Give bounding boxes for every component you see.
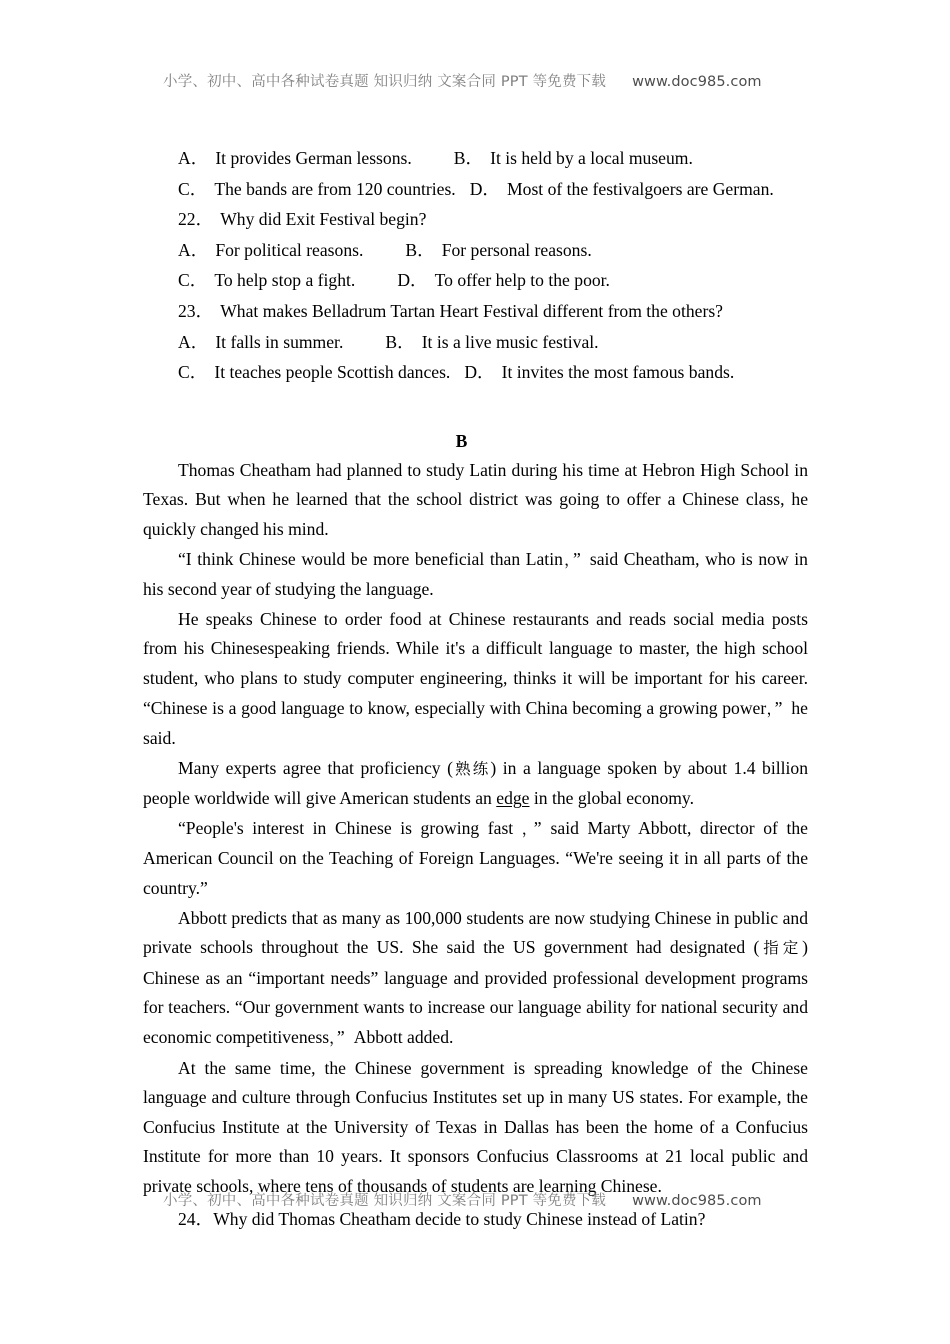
- q22-options-row-1: [143, 235, 808, 266]
- closing-quote: ”: [573, 548, 581, 569]
- chinese-comma: ，: [562, 550, 574, 569]
- footer-watermark-url: www.doc985.com: [632, 1193, 762, 1209]
- option-text-c: To help stop a fight.: [214, 270, 356, 291]
- option-label-b: B．: [405, 239, 435, 260]
- chinese-comma: ，: [766, 699, 775, 718]
- passage-paragraph-2: [143, 545, 808, 605]
- q23-stem-text: What makes Belladrum Tartan Heart Festival different from the others?: [220, 300, 723, 321]
- underlined-word-edge: edge: [496, 788, 530, 809]
- passage-paragraph-7: [143, 1054, 808, 1202]
- q22-stem-row: [143, 204, 808, 235]
- q23-options-row-1: [143, 327, 808, 358]
- chinese-gloss-zhiding: 指定: [759, 939, 803, 958]
- q22-stem-text: Why did Exit Festival begin?: [220, 209, 427, 230]
- paragraph-text: Abbott added.: [353, 1027, 454, 1048]
- q21-options-row-1: [143, 143, 808, 174]
- closing-quote: ”: [774, 697, 783, 718]
- paragraph-text: in the global economy.: [529, 788, 694, 809]
- paragraph-text: “I think Chinese would be more beneficial than Latin: [178, 548, 563, 569]
- paragraph-text: “People's interest in Chinese is growing fast: [178, 817, 522, 838]
- document-content: [143, 0, 808, 1234]
- paragraph-text: Thomas Cheatham had planned to study Latin during his time at Hebron High School in Texas. But when he learned that the school district was going to offer a Chinese class, he quickly changed his mind.: [143, 459, 808, 539]
- option-text-a: For political reasons.: [215, 239, 364, 260]
- paragraph-text: said Cheatham, who is now in his second year of studying the language.: [143, 548, 808, 600]
- option-text-d: It invites the most famous bands.: [501, 362, 735, 383]
- option-label-a: A．: [178, 148, 209, 168]
- option-label-d: D．: [397, 270, 428, 291]
- paragraph-text: said Marty Abbott, director of the American Council on the Teaching of Foreign Languages. “We're seeing it in all parts of the country.”: [143, 817, 808, 899]
- option-text-b: It is held by a local museum.: [490, 148, 693, 168]
- passage-paragraph-6: [143, 904, 808, 1054]
- header-watermark-url: www.doc985.com: [632, 74, 762, 90]
- q22-number: 22．: [178, 209, 214, 230]
- option-text-c: The bands are from 120 countries.: [214, 178, 456, 199]
- header-watermark-text: 小学、初中、高中各种试卷真题 知识归纳 文案合同 PPT 等免费下载: [163, 74, 607, 90]
- option-label-c: C．: [178, 178, 208, 199]
- option-label-a: A．: [178, 239, 209, 260]
- paragraph-text: Abbott predicts that as many as 100,000 students are now studying Chinese in public and private schools throughout the US. She said the US government had designated (: [143, 907, 808, 958]
- passage-section-letter: B: [455, 430, 468, 451]
- option-text-a: It provides German lessons.: [215, 148, 412, 168]
- option-text-d: Most of the festivalgoers are German.: [507, 178, 774, 199]
- question-block-top: [143, 143, 808, 388]
- footer-watermark-text: 小学、初中、高中各种试卷真题 知识归纳 文案合同 PPT 等免费下载: [163, 1193, 607, 1209]
- paragraph-text: he said.: [143, 697, 808, 749]
- q24-stem-text: Why did Thomas Cheatham decide to study Chinese instead of Latin?: [213, 1208, 706, 1229]
- option-label-b: B．: [385, 331, 415, 352]
- closing-quote: ”: [533, 817, 542, 838]
- option-label-b: B．: [453, 148, 484, 168]
- q22-options-row-2: [143, 265, 808, 296]
- option-label-d: D．: [464, 362, 495, 383]
- option-text-b: It is a live music festival.: [421, 331, 599, 352]
- q23-options-row-2: [143, 357, 808, 388]
- chinese-comma: ，: [521, 819, 534, 838]
- passage-paragraph-4: [143, 754, 808, 814]
- option-text-c: It teaches people Scottish dances.: [214, 362, 451, 383]
- paragraph-text: At the same time, the Chinese government is spreading knowledge of the Chinese language and culture through Confucius Institutes set up in many US states. For example, the Confucius Institute at the University of Texas in Dallas has been the home of a Confucius Institute for more than 10 years. It sponsors Confucius Classrooms at 21 local public and private schools, where tens of thousands of students are learning Chinese.: [143, 1057, 808, 1196]
- option-label-d: D．: [469, 178, 501, 199]
- q21-options-row-2: [143, 174, 808, 205]
- passage-paragraph-5: [143, 814, 808, 904]
- paragraph-text: He speaks Chinese to order food at Chinese restaurants and reads social media posts from his Chinesespeaking friends. While it's a difficult language to master, the high school student, who plans to study computer engineering, thinks it will be important for his career. “Chinese is a good language to know, especially with China becoming a growing power: [143, 608, 808, 718]
- paragraph-text: ) in a language spoken by about 1.4 billion people worldwide will give American students an: [143, 757, 808, 809]
- paragraph-text: Many experts agree that proficiency (: [178, 757, 453, 778]
- option-label-a: A．: [178, 331, 209, 352]
- passage-paragraph-3: [143, 605, 808, 754]
- paragraph-text: ) Chinese as an “important needs” language and provided professional development programs for teachers. “Our government wants to increase our language ability for national security and economic competitiveness: [143, 937, 808, 1048]
- chinese-comma: ，: [329, 1029, 337, 1048]
- footer-watermark: [0, 1189, 950, 1210]
- option-text-a: It falls in summer.: [215, 331, 344, 352]
- closing-quote: ”: [336, 1027, 345, 1048]
- option-label-c: C．: [178, 270, 208, 291]
- option-label-c: C．: [178, 362, 208, 383]
- chinese-gloss-shoulian: 熟练: [452, 759, 491, 778]
- passage-paragraph-1: [143, 456, 808, 545]
- q23-stem-row: [143, 296, 808, 327]
- option-text-d: To offer help to the poor.: [434, 270, 610, 291]
- q23-number: 23．: [178, 300, 214, 321]
- q24-number: 24．: [178, 1208, 214, 1229]
- option-text-b: For personal reasons.: [441, 239, 592, 260]
